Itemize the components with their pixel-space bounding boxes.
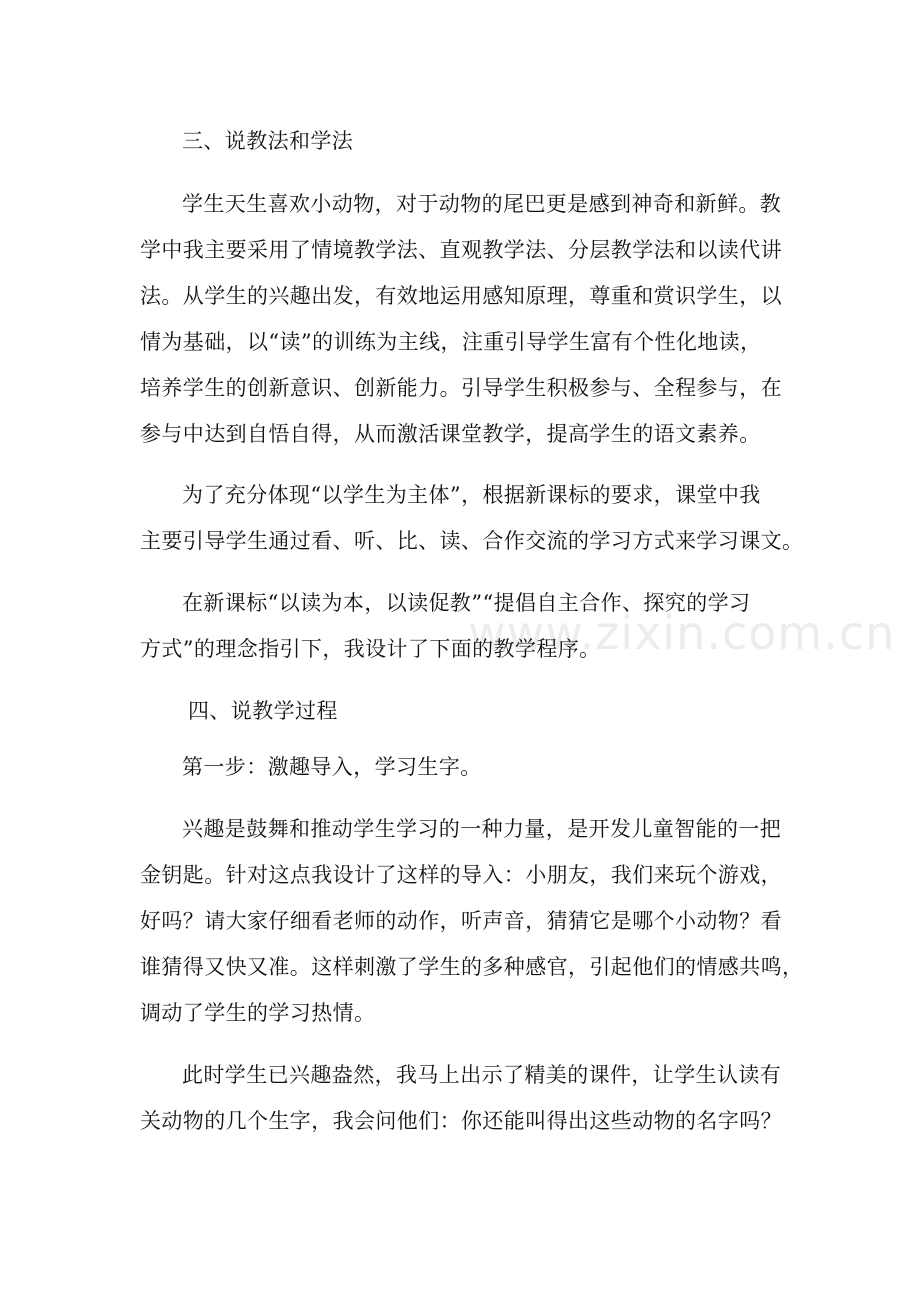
paragraph-line: 谁猜得又快又准。这样刺激了学生的多种感官，引起他们的情感共鸣，: [140, 955, 804, 979]
watermark: www.zixin.com.cn: [468, 606, 896, 660]
paragraph-line: 兴趣是鼓舞和推动学生学习的一种力量，是开发儿童智能的一把: [182, 817, 782, 841]
paragraph-line: 方式”的理念指引下，我设计了下面的教学程序。: [140, 637, 601, 661]
step-heading: 第一步：激趣导入，学习生字。: [182, 755, 482, 779]
paragraph-line: 在新课标“以读为本，以读促教”“提倡自主合作、探究的学习: [182, 591, 751, 615]
paragraph-line: 调动了学生的学习热情。: [140, 1001, 376, 1025]
paragraph-line: 主要引导学生通过看、听、比、读、合作交流的学习方式来学习课文。: [140, 529, 804, 553]
paragraph-line: 此时学生已兴趣盎然，我马上出示了精美的课件，让学生认读有: [182, 1063, 782, 1087]
paragraph-line: 为了充分体现“以学生为主体”，根据新课标的要求，课堂中我: [182, 483, 761, 507]
paragraph-line: 法。从学生的兴趣出发，有效地运用感知原理，尊重和赏识学生，以: [140, 284, 782, 308]
paragraph-line: 金钥匙。针对这点我设计了这样的导入：小朋友，我们来玩个游戏，: [140, 863, 782, 887]
paragraph-line: 培养学生的创新意识、创新能力。引导学生积极参与、全程参与，在: [140, 376, 782, 400]
paragraph-line: 学中我主要采用了情境教学法、直观教学法、分层教学法和以读代讲: [140, 238, 782, 262]
paragraph-line: 参与中达到自悟自得，从而激活课堂教学，提高学生的语文素养。: [140, 422, 761, 446]
paragraph-line: 关动物的几个生字，我会问他们：你还能叫得出这些动物的名字吗？: [140, 1109, 782, 1133]
section-heading-4: 四、说教学过程: [188, 699, 338, 723]
section-heading-3: 三、说教法和学法: [182, 129, 354, 153]
paragraph-line: 情为基础，以“读”的训练为主线，注重引导学生富有个性化地读，: [140, 330, 762, 354]
paragraph-line: 学生天生喜欢小动物，对于动物的尾巴更是感到神奇和新鲜。教: [182, 192, 782, 216]
paragraph-line: 好吗？请大家仔细看老师的动作，听声音，猜猜它是哪个小动物？看: [140, 909, 782, 933]
